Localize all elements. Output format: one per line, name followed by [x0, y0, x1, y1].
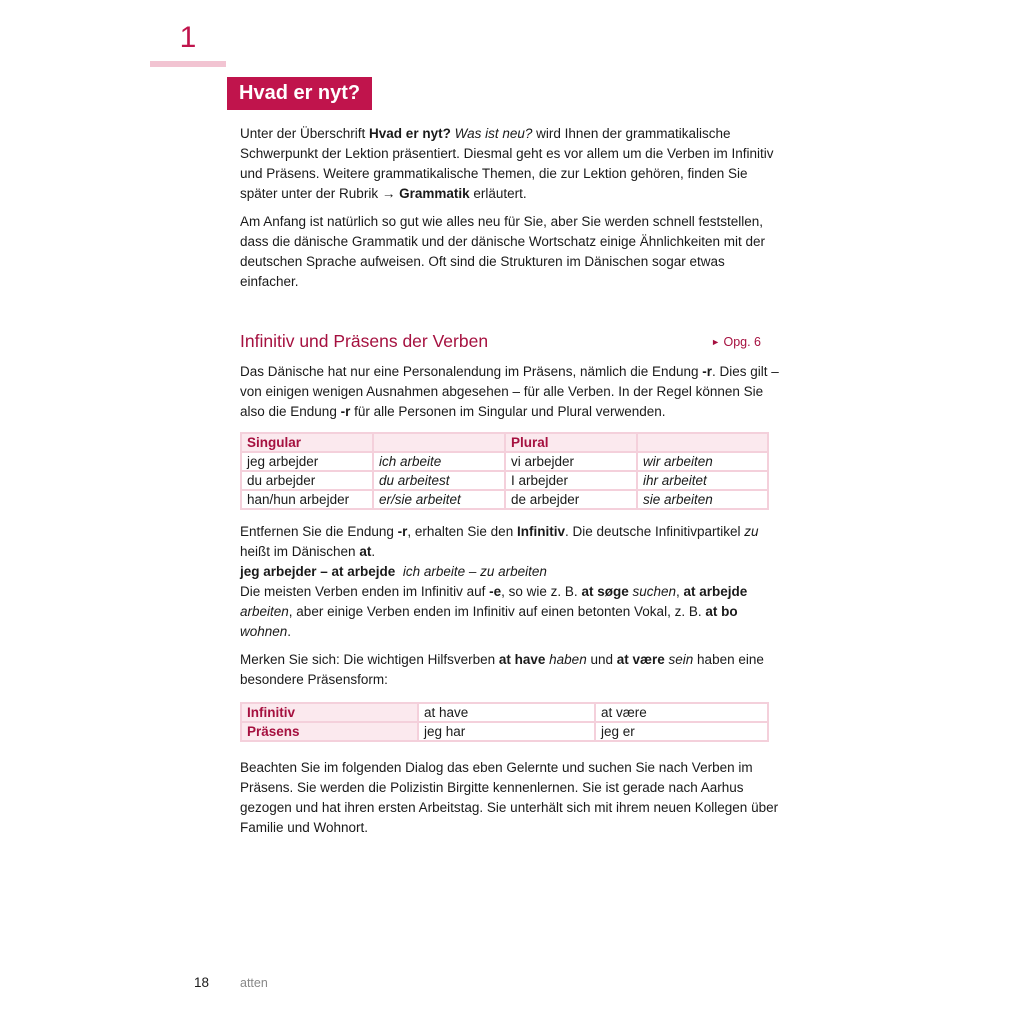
example-line — [240, 562, 780, 582]
text-italic: suchen — [632, 584, 677, 599]
table-header-cell — [373, 433, 505, 452]
text: Die meisten Verben enden im Infinitiv auf — [240, 584, 490, 599]
text-italic: Was ist neu? — [454, 126, 533, 141]
intro-paragraph-1 — [240, 124, 780, 204]
text: wird Ihnen der grammatikalische Schwerpunkt der Lektion präsentiert. Diesmal geht es vor allem um die Verben im Infinitiv und Präsens. Weitere grammatikalische Themen, die zur Lektion gehören, finden Sie später unter der Rubrik → — [240, 126, 774, 201]
table-header-row — [241, 433, 768, 452]
text-bold: at arbejde — [683, 584, 748, 599]
text: und — [586, 652, 617, 667]
text-bold: -r — [702, 364, 713, 379]
text: . — [371, 544, 376, 559]
table-row — [241, 490, 768, 509]
text-bold: at — [359, 544, 372, 559]
text-bold: at bo — [705, 604, 738, 619]
section-paragraph-4 — [240, 650, 780, 690]
example-danish: jeg arbejder – at arbejde — [240, 564, 396, 579]
text: , aber einige Verben enden im Infinitiv auf einen betonten Vokal, z. B. — [288, 604, 706, 619]
section-paragraph-5: Beachten Sie im folgenden Dialog das eben Gelernte und suchen Sie nach Verben im Präsens. Sie werden die Polizistin Birgitte kennenlernen. Sie ist gerade nach Aarhus gezogen und hat ihren ersten Arbeitstag. Sie unterhält sich mit ihrem neuen Kollegen über Familie und Wohnort. — [240, 760, 779, 835]
text: Entfernen Sie die Endung — [240, 524, 398, 539]
table-cell: sie arbeiten — [637, 490, 768, 509]
table-row — [241, 722, 768, 741]
text-italic: zu — [744, 524, 759, 539]
table-row-header: Präsens — [241, 722, 418, 741]
table-row — [241, 452, 768, 471]
table-row — [241, 471, 768, 490]
section-header — [240, 328, 780, 354]
section-title: Infinitiv und Präsens der Verben — [240, 331, 489, 351]
exercise-reference-label: Opg. 6 — [723, 335, 761, 349]
table-cell: at have — [418, 703, 595, 722]
chapter-bar — [150, 61, 226, 67]
text: Das Dänische hat nur eine Personalendung im Präsens, nämlich die Endung — [240, 364, 703, 379]
text-bold: Hvad er nyt? — [369, 126, 451, 141]
text: . Dies gilt – von einigen wenigen Ausnahmen abgesehen – für alle Verben. In der Regel können Sie also die Endung — [240, 364, 779, 419]
text: Merken Sie sich: Die wichtigen Hilfsverben — [240, 652, 499, 667]
table-cell: jeg arbejder — [241, 452, 373, 471]
table-cell: wir arbeiten — [637, 452, 768, 471]
conjugation-table — [240, 432, 769, 510]
page-title: Hvad er nyt? — [227, 77, 372, 110]
text: Unter der Überschrift — [240, 126, 370, 141]
exercise-reference — [711, 330, 761, 354]
table-header-cell: Plural — [505, 433, 637, 452]
table-cell: jeg har — [418, 722, 595, 741]
table-cell: de arbejder — [505, 490, 637, 509]
text: für alle Personen im Singular und Plural verwenden. — [350, 404, 666, 419]
table-cell: at være — [595, 703, 768, 722]
text-italic: haben — [549, 652, 587, 667]
table-cell: ihr arbeitet — [637, 471, 768, 490]
table-cell: er/sie arbeitet — [373, 490, 505, 509]
text: . — [287, 624, 292, 639]
text-bold: -r — [397, 524, 408, 539]
table-cell: I arbejder — [505, 471, 637, 490]
text-italic: sein — [668, 652, 694, 667]
text: , — [676, 584, 684, 599]
text-bold: at være — [616, 652, 665, 667]
table-cell: du arbejder — [241, 471, 373, 490]
intro-paragraph-2: Am Anfang ist natürlich so gut wie alles neu für Sie, aber Sie werden schnell feststellen, dass die dänische Grammatik und der dänische Wortschatz einige Ähnlichkeiten mit der deutschen Sprache aufweisen. Oft sind die Strukturen im Dänischen sogar etwas einfacher. — [240, 214, 766, 289]
text: , erhalten Sie den — [407, 524, 517, 539]
table-header-cell: Singular — [241, 433, 373, 452]
table-cell: du arbeitest — [373, 471, 505, 490]
page-number: 18 — [194, 975, 210, 990]
example-german: ich arbeite – zu arbeiten — [402, 564, 547, 579]
section-paragraph-3 — [240, 582, 780, 642]
page-number-word: atten — [240, 976, 268, 990]
section-paragraph-2 — [240, 522, 780, 562]
table-row-header: Infinitiv — [241, 703, 418, 722]
text: erläutert. — [469, 186, 527, 201]
text: , so wie z. B. — [501, 584, 582, 599]
text-bold: -r — [340, 404, 351, 419]
table-cell: han/hun arbejder — [241, 490, 373, 509]
text-bold: -e — [489, 584, 502, 599]
content-area — [240, 124, 780, 838]
grammatik-reference: Grammatik — [399, 186, 470, 201]
arrow-right-icon: ► — [711, 337, 720, 347]
section-paragraph-1 — [240, 362, 780, 422]
table-cell: jeg er — [595, 722, 768, 741]
table-row — [241, 703, 768, 722]
text: haben eine besondere Präsensform: — [240, 652, 764, 687]
chapter-number: 1 — [179, 21, 197, 54]
text: . Die deutsche Infinitivpartikel — [564, 524, 745, 539]
table-header-cell — [637, 433, 768, 452]
text-bold: Infinitiv — [516, 524, 565, 539]
table-cell: vi arbejder — [505, 452, 637, 471]
text-italic: wohnen — [240, 624, 288, 639]
text-bold: at søge — [581, 584, 629, 599]
text-bold: at have — [498, 652, 546, 667]
table-cell: ich arbeite — [373, 452, 505, 471]
text: heißt im Dänischen — [240, 544, 360, 559]
auxiliary-verbs-table — [240, 702, 769, 742]
text-italic: arbeiten — [240, 604, 289, 619]
